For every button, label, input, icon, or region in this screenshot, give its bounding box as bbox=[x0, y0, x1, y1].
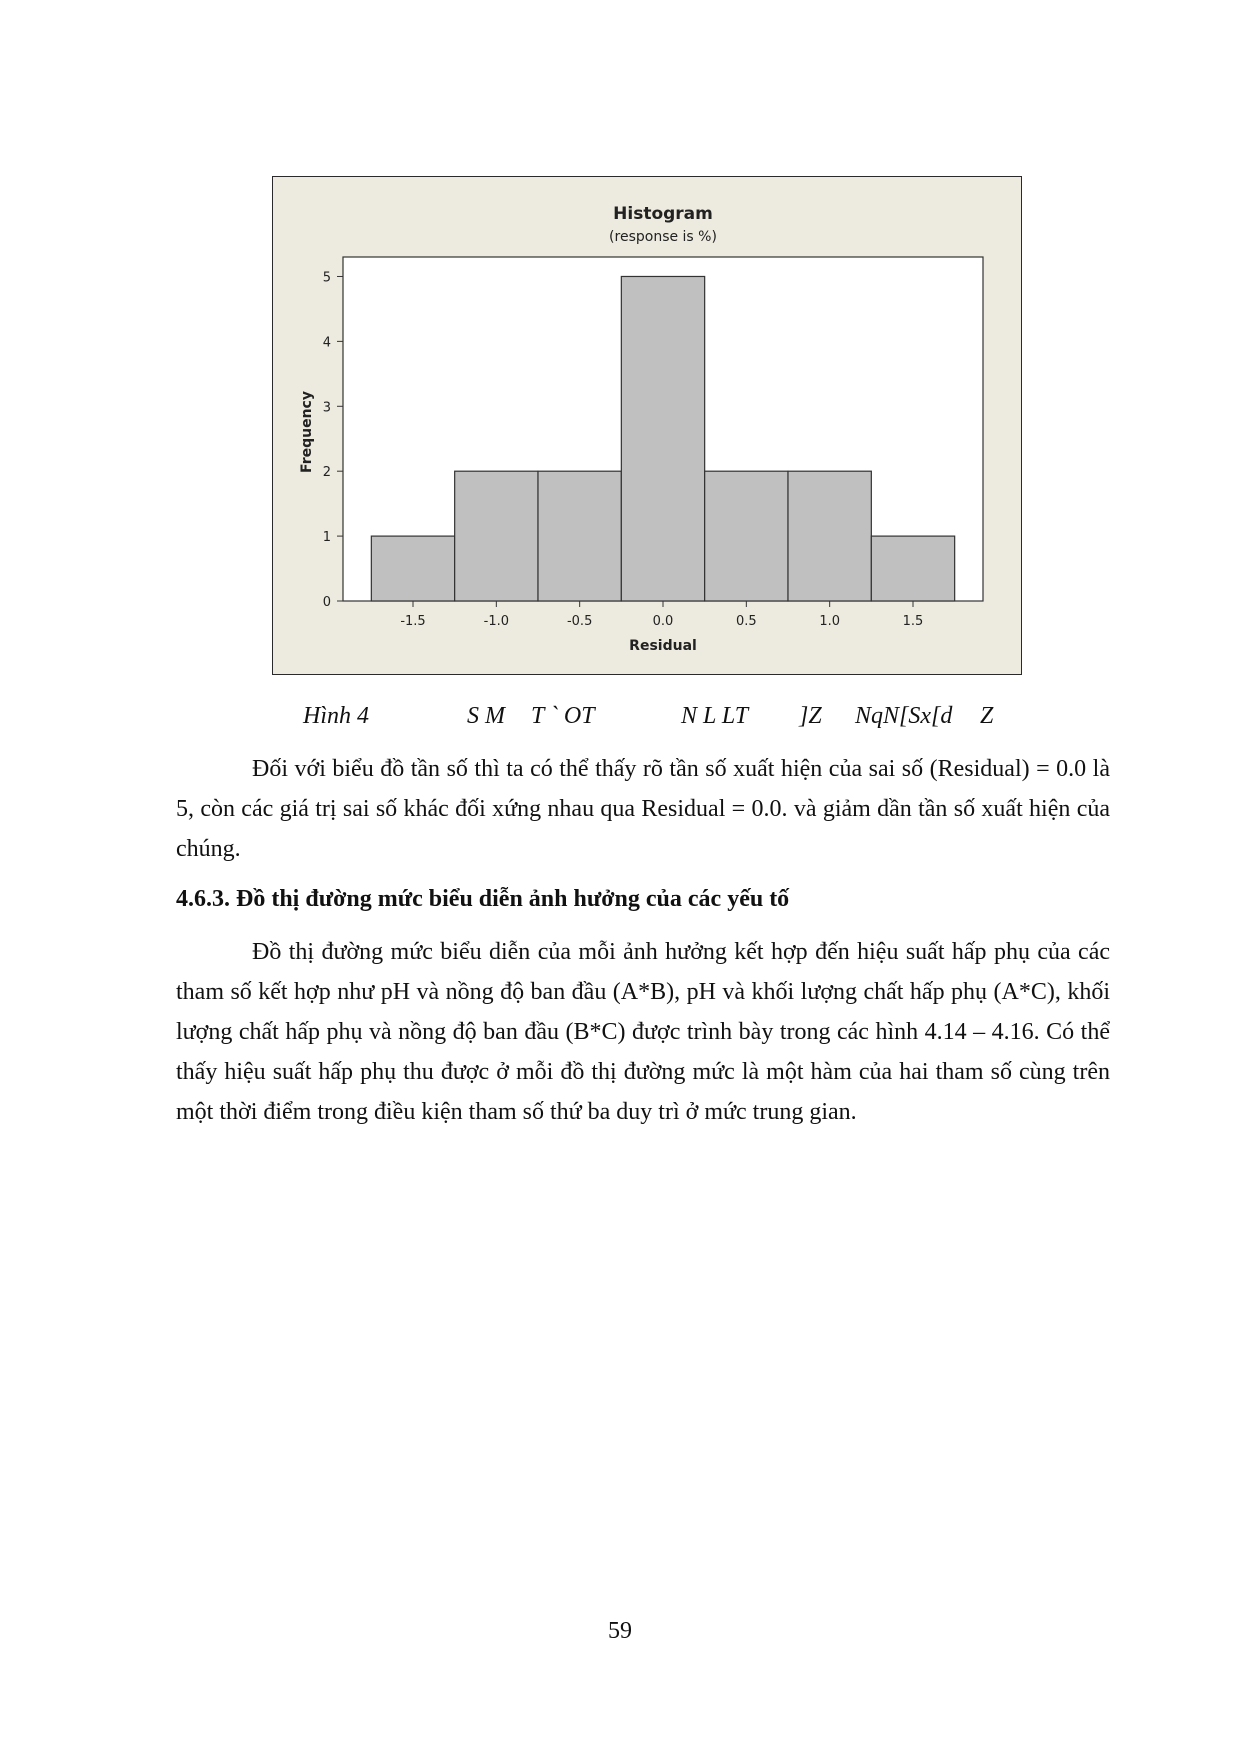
section-heading: 4.6.3. Đồ thị đường mức biểu diễn ảnh hưởng của các yếu tố bbox=[176, 886, 790, 912]
caption-part: N L LT bbox=[681, 703, 749, 729]
y-tick-label: 2 bbox=[322, 465, 331, 481]
page-number: 59 bbox=[608, 1618, 632, 1644]
y-tick-label: 1 bbox=[322, 530, 331, 546]
histogram-bar bbox=[538, 471, 621, 601]
histogram-bar bbox=[871, 536, 954, 601]
paragraph-contour-description: Đồ thị đường mức biểu diễn của mỗi ảnh hưởng kết hợp đến hiệu suất hấp phụ của các tham số kết hợp như pH và nồng độ ban đầu (A*B), pH và khối lượng chất hấp phụ (A*C), khối lượng chất hấp phụ và nồng độ ban đầu (B*C) được trình bày trong các hình 4.14 – 4.16. Có thể thấy hiệu suất hấp phụ thu được ở mỗi đồ thị đường mức là một hàm của hai tham số cùng trên một thời điểm trong điều kiện tham số thứ ba duy trì ở mức trung gian. bbox=[176, 939, 1110, 1125]
x-tick-label: 0.0 bbox=[652, 614, 674, 629]
y-tick-label: 3 bbox=[322, 400, 331, 416]
histogram-bar bbox=[621, 276, 704, 601]
y-axis-label: Frequency bbox=[299, 391, 315, 473]
caption-part: S M bbox=[467, 703, 505, 729]
x-tick-label: -1.0 bbox=[483, 614, 510, 629]
caption-part: Z bbox=[980, 703, 994, 729]
histogram-bar bbox=[788, 471, 871, 601]
caption-part: ]Z bbox=[799, 703, 822, 729]
x-tick-label: 1.0 bbox=[819, 614, 841, 629]
x-tick-label: 1.5 bbox=[902, 614, 924, 629]
histogram-bar bbox=[455, 471, 538, 601]
x-tick-label: -0.5 bbox=[566, 614, 593, 629]
y-tick-label: 0 bbox=[322, 595, 331, 610]
histogram-chart bbox=[272, 176, 1022, 675]
x-axis-label: Residual bbox=[629, 638, 697, 654]
histogram-svg bbox=[273, 177, 1023, 676]
y-tick-label: 4 bbox=[322, 335, 331, 351]
x-tick-label: -1.5 bbox=[400, 614, 426, 629]
figure-caption bbox=[303, 699, 1023, 733]
paragraph-residual-description: Đối với biểu đồ tần số thì ta có thể thấy rõ tần số xuất hiện của sai số (Residual) = 0.0 là 5, còn các giá trị sai số khác đối xứng nhau qua Residual = 0.0. và giảm dần tần số xuất hiện của chúng. bbox=[176, 756, 1110, 862]
chart-title: Histogram bbox=[613, 204, 713, 224]
caption-part: T ` OT bbox=[531, 703, 595, 729]
caption-part: NqN[Sx[d bbox=[855, 703, 953, 729]
histogram-bar bbox=[705, 471, 788, 601]
caption-part: Hình 4 bbox=[303, 703, 369, 729]
x-tick-label: 0.5 bbox=[735, 614, 757, 629]
chart-subtitle: (response is %) bbox=[609, 229, 717, 245]
histogram-bar bbox=[371, 536, 454, 601]
y-tick-label: 5 bbox=[322, 270, 331, 286]
